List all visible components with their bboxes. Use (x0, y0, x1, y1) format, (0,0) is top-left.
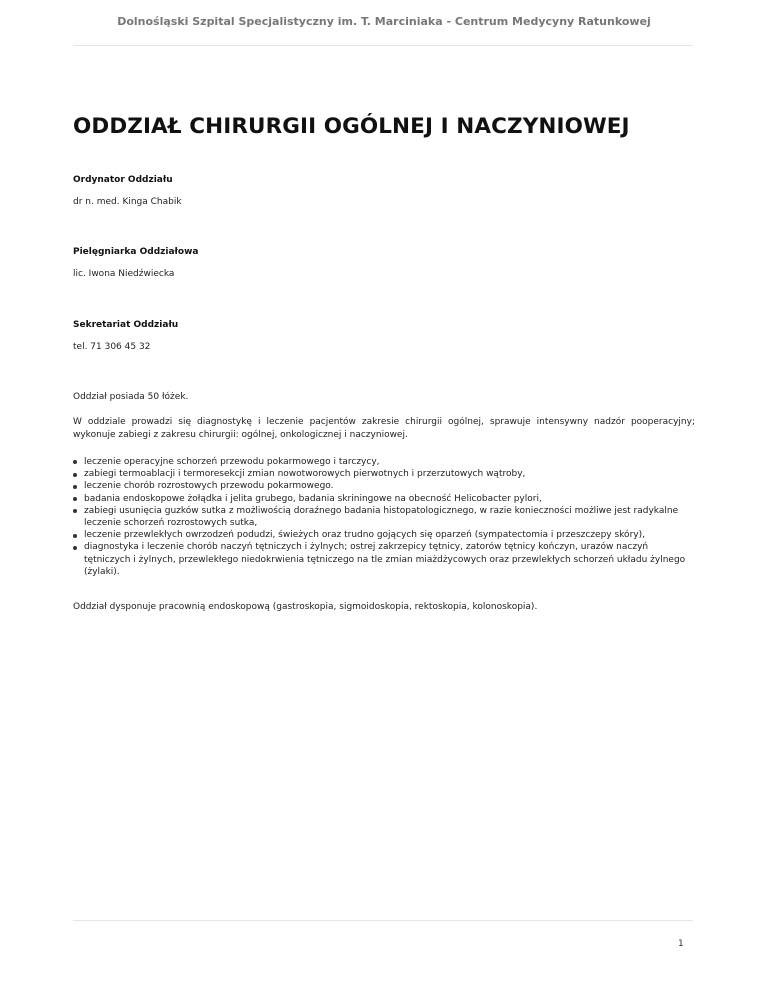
header-divider (73, 45, 693, 46)
page-number: 1 (678, 939, 684, 949)
services-list (73, 456, 695, 578)
list-item: zabiegi termoablacji i termoresekcji zmian nowotworowych pierwotnych i przerzutowych wątroby, (73, 468, 695, 480)
secretariat-phone: tel. 71 306 45 32 (73, 342, 151, 352)
footer-divider (73, 920, 693, 921)
head-nurse-label: Pielęgniarka Oddziałowa (73, 247, 199, 257)
secretariat-label: Sekretariat Oddziału (73, 320, 179, 330)
beds-info: Oddział posiada 50 łóżek. (73, 392, 189, 402)
list-item: leczenie przewlekłych owrzodzeń podudzi, świeżych oraz trudno gojących się oparzeń (sympatectomia i przeszczepy skóry), (73, 529, 695, 541)
list-item: diagnostyka i leczenie chorób naczyń tętniczych i żylnych; ostrej zakrzepicy tętnicy, zatorów tętnicy kończyn, urazów naczyń tętniczych i żylnych, przewlekłego niedokrwienia tętniczego na tle zmian miażdżycowych oraz przewlekłych schorzeń układu żylnego (żylaki). (73, 541, 695, 578)
ward-description: W oddziale prowadzi się diagnostykę i leczenie pacjentów zakresie chirurgii ogólnej, sprawuje intensywny nadzór pooperacyjny; wykonuje zabiegi z zakresu chirurgii: ogólnej, onkologicznej i naczyniowej. (73, 417, 695, 440)
list-item: leczenie operacyjne schorzeń przewodu pokarmowego i tarczycy, (73, 456, 695, 468)
list-item: zabiegi usunięcia guzków sutka z możliwością doraźnego badania histopatologicznego, w razie konieczności możliwe jest radykalne leczenie schorzeń rozrostowych sutka, (73, 505, 695, 529)
list-item: badania endoskopowe żołądka i jelita grubego, badania skriningowe na obecność Helicobacter pylori, (73, 493, 695, 505)
head-of-ward-name: dr n. med. Kinga Chabik (73, 197, 182, 207)
list-item: leczenie chorób rozrostowych przewodu pokarmowego. (73, 480, 695, 492)
head-nurse-name: lic. Iwona Niedźwiecka (73, 269, 175, 279)
endoscopy-info: Oddział dysponuje pracownią endoskopową (gastroskopia, sigmoidoskopia, rektoskopia, kolonoskopia). (73, 602, 538, 612)
head-of-ward-label: Ordynator Oddziału (73, 175, 173, 185)
page-title: ODDZIAŁ CHIRURGII OGÓLNEJ I NACZYNIOWEJ (73, 114, 630, 139)
page-header: Dolnośląski Szpital Specjalistyczny im. T. Marciniaka - Centrum Medycyny Ratunkowej (117, 15, 651, 28)
